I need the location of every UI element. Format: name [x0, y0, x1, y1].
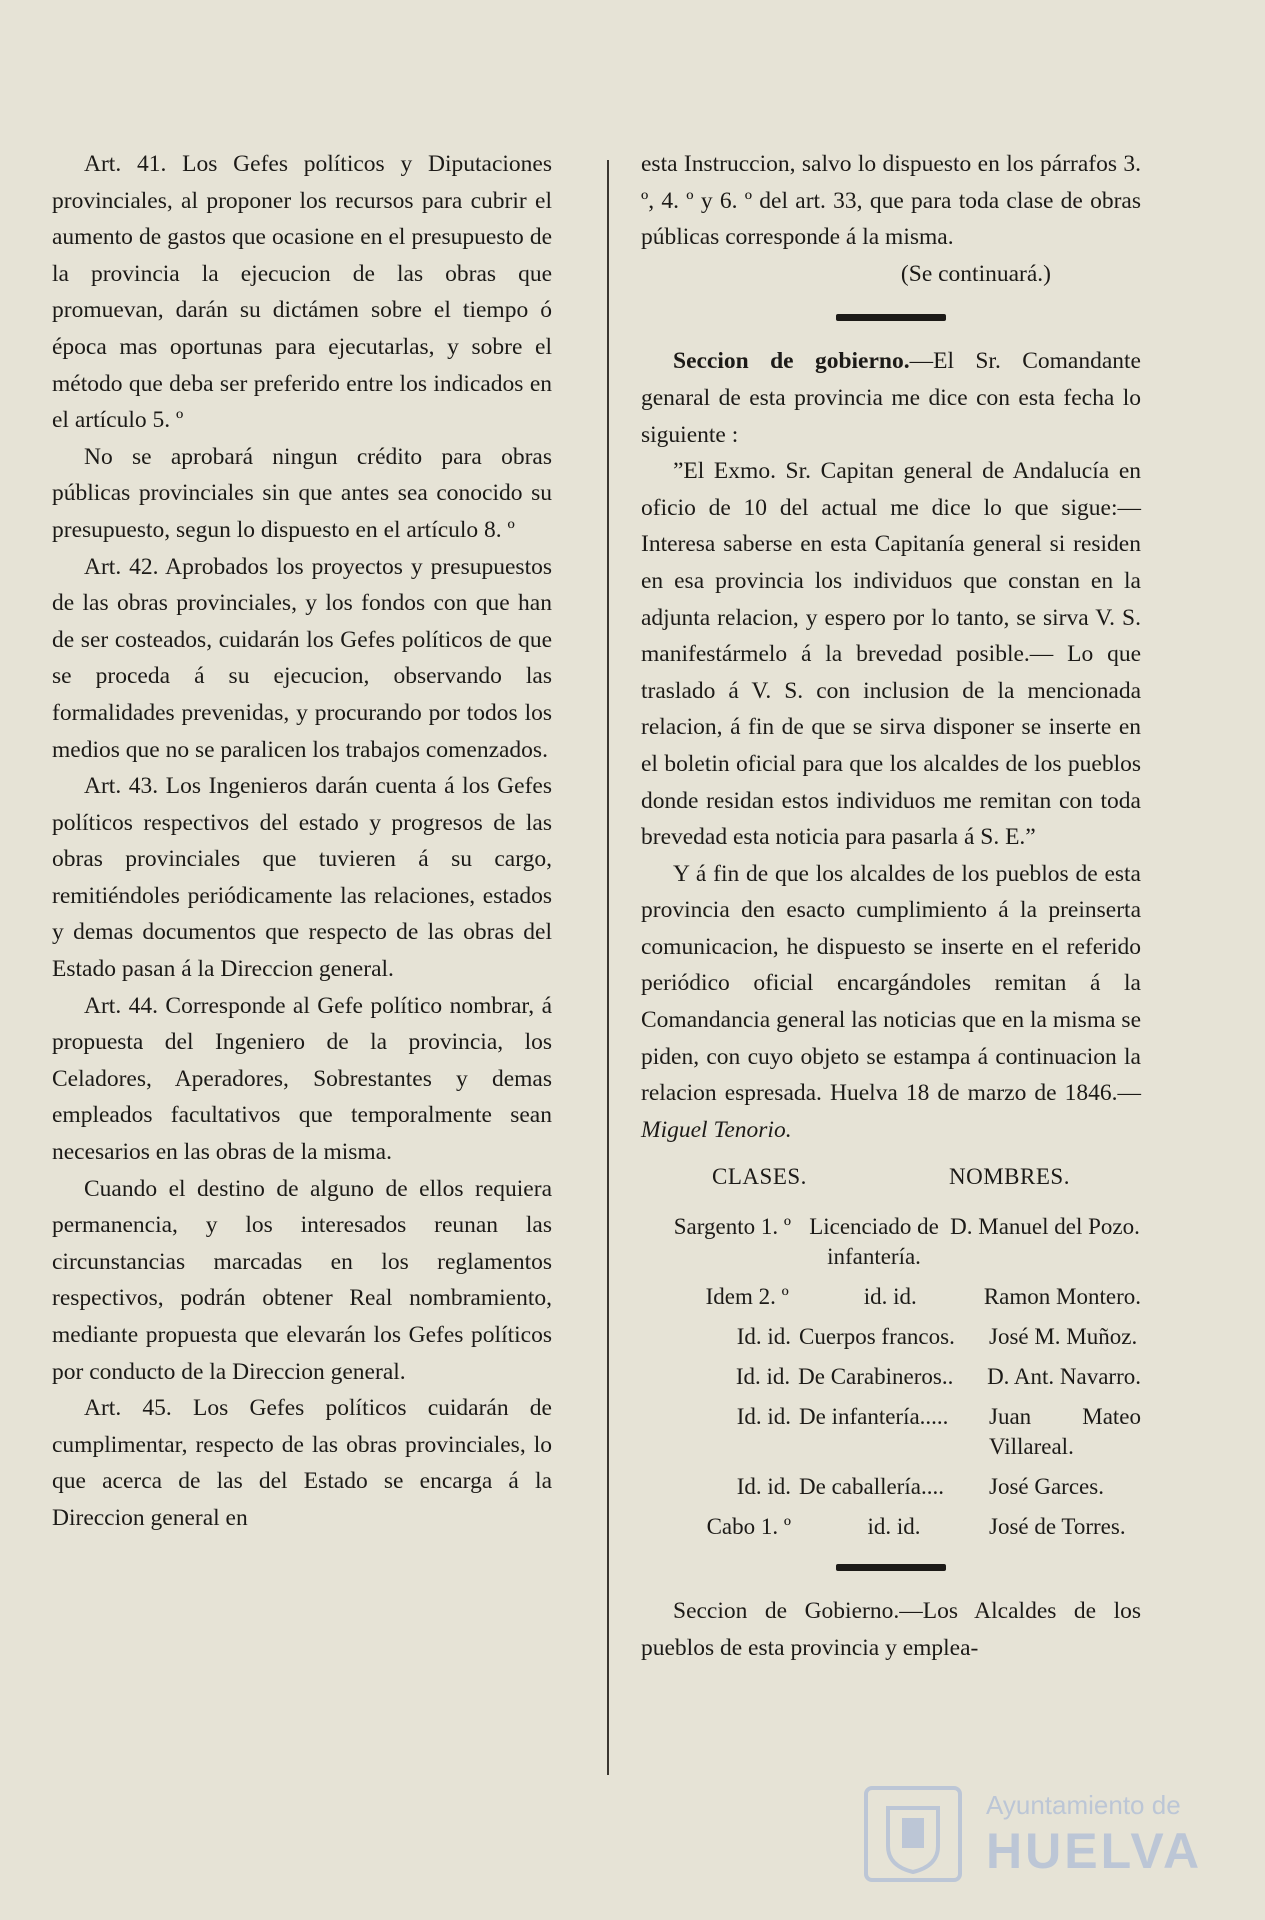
- table-row: [641, 1362, 1141, 1392]
- section-separator: [836, 1564, 946, 1571]
- paragraph-intro: esta Instruccion, salvo lo dispuesto en los párrafos 3. º, 4. º y 6. º del art. 33, que para toda clase de obras públicas corresponde á la misma.: [641, 151, 1141, 251]
- section-gobierno-1: [641, 343, 1141, 453]
- paragraph-art-43: Art. 43. Los Ingenieros darán cuenta á los Gefes políticos respectivos del estado y progresos de las obras provinciales que tuvieren á su cargo, remitiéndoles periódicamente las relaciones, estados y demas documentos que respecto de las obras del Estado pasan á la Direccion general.: [52, 773, 552, 983]
- section-text: —Los Alcaldes de los pueblos de esta provincia y emplea-: [641, 1598, 1142, 1662]
- unit-cell: id. id.: [863, 1284, 917, 1310]
- column-divider: [607, 160, 609, 1775]
- name-cell: D. Ant. Navarro.: [987, 1364, 1141, 1390]
- table-row: [641, 1212, 1141, 1272]
- coat-of-arms-icon: [858, 1778, 968, 1888]
- name-cell: José M. Muñoz.: [989, 1324, 1138, 1350]
- section-heading: Seccion de gobierno.: [673, 348, 910, 375]
- personnel-table: [641, 1162, 1141, 1542]
- left-column: [52, 146, 552, 1537]
- table-row: [641, 1472, 1141, 1502]
- continued-note: (Se continuará.): [900, 260, 1051, 287]
- header-clases: CLASES.: [712, 1164, 807, 1190]
- name-cell: Juan Mateo Villareal.: [989, 1404, 1141, 1460]
- table-row: [641, 1512, 1141, 1542]
- rank-cell: Id. id.: [736, 1324, 791, 1350]
- table-header: [641, 1162, 1141, 1192]
- rank-cell: Id. id.: [735, 1364, 791, 1390]
- paragraph-art-45: Art. 45. Los Gefes políticos cuidarán de cumplimentar, respecto de las obras provinciales, lo que acerca de las del Estado se encarga á la Direccion general en: [52, 1395, 552, 1531]
- paragraph-art-44: Art. 44. Corresponde al Gefe político nombrar, á propuesta del Ingeniero de la provincia, los Celadores, Aperadores, Sobrestantes y demas empleados facultativos que temporalmente sean necesarios en las obras de la misma.: [52, 992, 552, 1166]
- watermark-line1: Ayuntamiento de: [986, 1790, 1181, 1820]
- quoted-order: ”El Exmo. Sr. Capitan general de Andalucía en oficio de 10 del actual me dice lo que sigue:—Interesa saberse en esta Capitanía general si residen en esa provincia los individuos que constan en la adjunta relacion, y espero por lo tanto, se sirva V. S. manifestármelo á la brevedad posible.— Lo que traslado á V. S. con inclusion de la mencionada relacion, á fin de que se sirva disponer se inserte en el boletin oficial para que los alcaldes de los pueblos donde residan estos individuos me remitan con toda brevedad esta noticia para pasarla á S. E.”: [641, 458, 1141, 851]
- paragraph-art-42: Art. 42. Aprobados los proyectos y presupuestos de las obras provinciales, y los fondos con que han de ser costeados, cuidarán los Gefes políticos de que se proceda á su ejecucion, observando las formalidades prevenidas, y procurando por todos los medios que no se paralicen los trabajos comenzados.: [52, 553, 552, 763]
- name-cell: D. Manuel del Pozo.: [950, 1214, 1140, 1240]
- unit-cell: Licenciado de infantería.: [809, 1214, 939, 1270]
- watermark-line2: HUELVA: [986, 1823, 1203, 1879]
- name-cell: José de Torres.: [989, 1514, 1126, 1540]
- section-separator: [836, 314, 946, 321]
- signature: Miguel Tenorio.: [641, 1116, 792, 1143]
- unit-cell: Cuerpos francos.: [799, 1324, 955, 1350]
- unit-cell: De caballería....: [799, 1474, 944, 1500]
- ayuntamiento-watermark: [858, 1778, 1203, 1888]
- section-heading: Seccion de Gobierno.: [673, 1598, 900, 1625]
- unit-cell: De infantería.....: [799, 1404, 949, 1430]
- paragraph-art-41: Art. 41. Los Gefes políticos y Diputaciones provinciales, al proponer los recursos para cubrir el aumento de gastos que ocasione en el presupuesto de la provincia la ejecucion de las obras que promuevan, darán su dictámen sobre el tiempo ó época mas oportunas para ejecutarlas, y sobre el método que deba ser preferido entre los indicados en el artículo 5. º: [52, 151, 552, 434]
- table-row: [641, 1282, 1141, 1312]
- rank-cell: Id. id.: [736, 1474, 791, 1500]
- unit-cell: id. id.: [867, 1514, 921, 1540]
- closing-paragraph: [641, 856, 1141, 1149]
- table-row: [641, 1402, 1141, 1462]
- closing-text: Y á fin de que los alcaldes de los pueblos de esta provincia den esacto cumplimiento á la preinserta comunicacion, he dispuesto se inserte en el referido periódico oficial encargándoles remitan á la Comandancia general las noticias que en la misma se piden, con cuyo objeto se estampa á continuacion la relacion espresada. Huelva 18 de marzo de 1846.—: [641, 860, 1141, 1107]
- name-cell: Ramon Montero.: [983, 1284, 1141, 1310]
- section-text: —El Sr. Comandante genaral de esta provincia me dice con esta fecha lo siguiente :: [641, 348, 1141, 448]
- name-cell: José Garces.: [989, 1474, 1104, 1500]
- rank-cell: Cabo 1. º: [706, 1514, 791, 1540]
- section-gobierno-2: [641, 1593, 1141, 1666]
- right-column: [641, 146, 1141, 1667]
- paragraph-appointment: Cuando el destino de alguno de ellos requiera permanencia, y los interesados reunan las circunstancias marcadas en los reglamentos respectivos, podrán obtener Real nombramiento, mediante propuesta que elevarán los Gefes políticos por conducto de la Direccion general.: [52, 1175, 552, 1385]
- rank-cell: Id. id.: [736, 1404, 791, 1430]
- table-row: [641, 1322, 1141, 1352]
- header-nombres: NOMBRES.: [949, 1164, 1070, 1190]
- paragraph-credit: No se aprobará ningun crédito para obras públicas provinciales sin que antes sea conocido su presupuesto, segun lo dispuesto en el artículo 8. º: [52, 443, 552, 543]
- rank-cell: Sargento 1. º: [673, 1214, 791, 1240]
- unit-cell: De Carabineros..: [798, 1364, 954, 1390]
- rank-cell: Idem 2. º: [705, 1284, 789, 1310]
